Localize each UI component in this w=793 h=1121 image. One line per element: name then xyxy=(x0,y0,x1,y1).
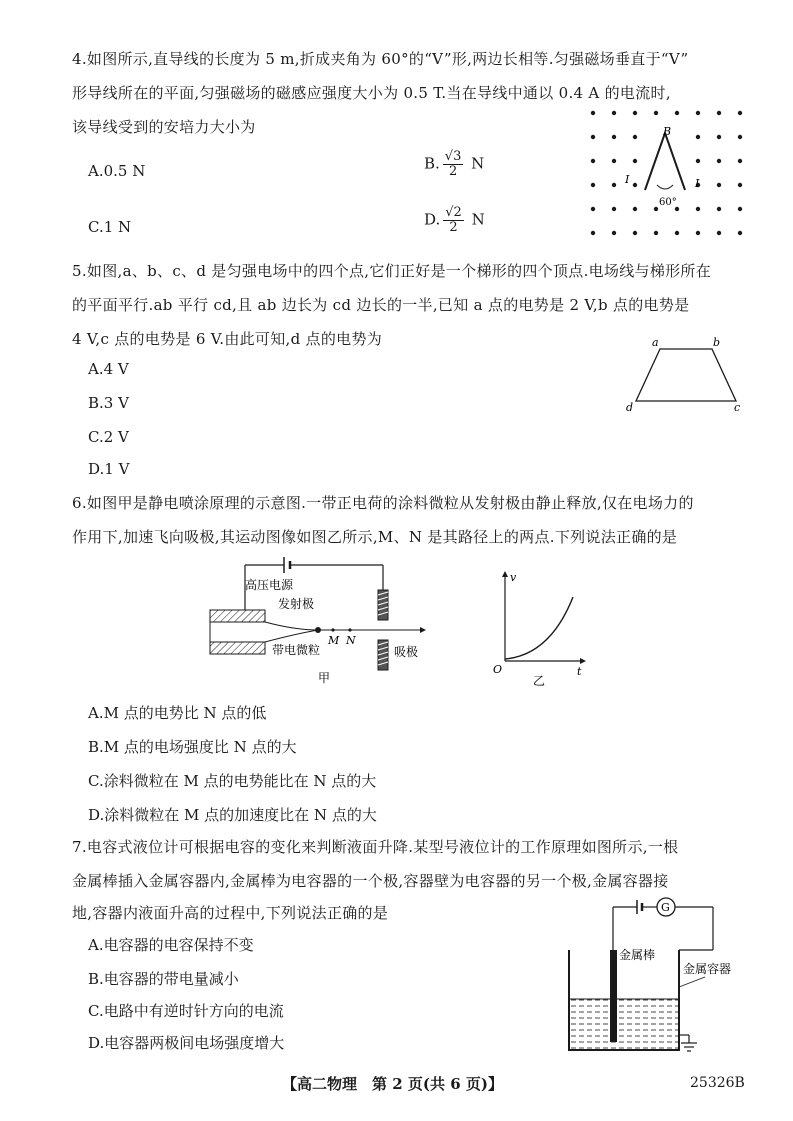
q6-option-d: D.涂料微粒在 M 点的加速度比在 N 点的大 xyxy=(88,806,377,824)
v-axis-label: v xyxy=(510,571,517,584)
q4-line-2: 形导线所在的平面,匀强磁场的磁感应强度大小为 0.5 T.当在导线中通以 0.4 A 的电流时, xyxy=(72,84,671,102)
field-dot xyxy=(591,183,595,187)
charged-particle xyxy=(315,627,321,633)
q4-option-b-label: B. xyxy=(424,154,440,173)
q7-line-1: 7.电容式液位计可根据电容的变化来判断液面升降.某型号液位计的工作原理如图所示,一根 xyxy=(72,838,679,856)
q5-trapezoid-figure xyxy=(620,335,750,415)
exam-code: 25326B xyxy=(690,1075,745,1091)
q4-line-3: 该导线受到的安培力大小为 xyxy=(72,118,256,136)
nozzle-top xyxy=(210,610,265,622)
q5-line-2: 的平面平行.ab 平行 cd,且 ab 边长为 cd 边长的一半,已知 a 点的电势是 2 V,b 点的电势是 xyxy=(72,296,690,314)
field-dot xyxy=(717,159,721,163)
field-dot xyxy=(738,159,742,163)
power-source-label: 高压电源 xyxy=(245,578,294,592)
vertex-c-label: c xyxy=(734,401,741,414)
q4-option-d-numerator: √2 xyxy=(445,205,462,220)
q4-option-c: C.1 N xyxy=(88,218,132,236)
q4-option-d-denominator: 2 xyxy=(449,220,458,235)
field-dot xyxy=(633,183,637,187)
field-dot xyxy=(738,111,742,115)
t-axis-label: t xyxy=(577,665,582,678)
field-dot xyxy=(738,231,742,235)
field-dot xyxy=(591,135,595,139)
q6-line-2: 作用下,加速飞向吸极,其运动图像如图乙所示,M、N 是其路径上的两点.下列说法正确的是 xyxy=(72,528,678,546)
q7-option-c: C.电路中有逆时针方向的电流 xyxy=(88,1002,284,1020)
q4-option-b-unit: N xyxy=(471,154,485,173)
figure-yi-caption: 乙 xyxy=(533,674,546,688)
field-dot xyxy=(633,207,637,211)
field-dot xyxy=(696,207,700,211)
q7-figure-level-meter xyxy=(555,895,780,1070)
v-axis-arrow xyxy=(502,571,508,577)
t-axis-arrow xyxy=(580,658,586,664)
q5-line-3: 4 V,c 点的电势是 6 V.由此可知,d 点的电势为 xyxy=(72,330,383,348)
point-m-label: M xyxy=(328,634,340,647)
metal-rod-label: 金属棒 xyxy=(619,948,656,962)
q7-option-b: B.电容器的带电量减小 xyxy=(88,970,239,988)
field-dot xyxy=(633,135,637,139)
q6-line-1: 6.如图甲是静电喷涂原理的示意图.一带正电荷的涂料微粒从发射极由静止释放,仅在电场力的 xyxy=(72,494,694,512)
container-leader-line xyxy=(679,977,705,987)
field-dot xyxy=(633,159,637,163)
field-dot xyxy=(612,159,616,163)
page-footer-title: 【高二物理 第 2 页(共 6 页)】 xyxy=(282,1075,503,1093)
field-dot xyxy=(654,207,658,211)
galvanometer-label: G xyxy=(661,901,670,914)
field-dot xyxy=(717,231,721,235)
path-arrow xyxy=(420,627,426,633)
q4-figure-magnetic-field xyxy=(585,105,755,245)
q5-option-b: B.3 V xyxy=(88,394,129,412)
vertex-d-label: d xyxy=(626,401,634,414)
q4-option-a: A.0.5 N xyxy=(88,162,146,180)
q4-label-b: B xyxy=(663,125,672,138)
q4-option-d xyxy=(424,206,485,235)
figure-jia-caption: 甲 xyxy=(318,671,331,685)
q7-line-3: 地,容器内液面升高的过程中,下列说法正确的是 xyxy=(72,904,389,922)
field-dot xyxy=(612,207,616,211)
field-dot xyxy=(696,111,700,115)
liquid xyxy=(569,999,679,1049)
point-n xyxy=(348,628,351,631)
q5-option-c: C.2 V xyxy=(88,428,129,446)
q4-option-b xyxy=(424,150,484,179)
metal-rod xyxy=(610,950,617,1042)
q7-option-d: D.电容器两极间电场强度增大 xyxy=(88,1034,285,1052)
metal-container-label: 金属容器 xyxy=(683,962,732,976)
q6-figure-yi xyxy=(485,565,590,690)
q4-option-b-denominator: 2 xyxy=(448,164,458,179)
q4-label-angle: 60° xyxy=(659,197,677,208)
nozzle-tip xyxy=(265,622,318,642)
vertex-b-label: b xyxy=(713,336,721,349)
field-dot xyxy=(696,135,700,139)
q4-option-d-label: D. xyxy=(424,210,441,229)
field-dot xyxy=(738,207,742,211)
q4-line-1: 4.如图所示,直导线的长度为 5 m,折成夹角为 60°的“V”形,两边长相等.匀强磁场垂直于“V” xyxy=(72,50,689,68)
field-dot xyxy=(612,135,616,139)
point-n-label: N xyxy=(346,634,356,647)
q7-option-a: A.电容器的电容保持不变 xyxy=(88,936,254,954)
q5-line-1: 5.如图,a、b、c、d 是匀强电场中的四个点,它们正好是一个梯形的四个顶点.电场线与梯形所在 xyxy=(72,262,712,280)
field-dot xyxy=(654,111,658,115)
q4-option-b-numerator: √3 xyxy=(444,149,462,164)
field-dot xyxy=(738,183,742,187)
field-dot xyxy=(591,207,595,211)
field-dot xyxy=(675,111,679,115)
particle-label: 带电微粒 xyxy=(272,643,321,657)
q6-option-b: B.M 点的电场强度比 N 点的大 xyxy=(88,738,297,756)
origin-label: O xyxy=(493,663,503,676)
q5-option-d: D.1 V xyxy=(88,460,130,478)
q5-option-a: A.4 V xyxy=(88,360,129,378)
q4-option-b-fraction xyxy=(443,150,464,179)
vertex-a-label: a xyxy=(652,336,659,349)
field-dot xyxy=(717,207,721,211)
field-dot xyxy=(612,231,616,235)
q6-option-a: A.M 点的电势比 N 点的低 xyxy=(88,704,267,722)
point-m xyxy=(331,628,334,631)
field-dot xyxy=(654,231,658,235)
q4-option-d-fraction xyxy=(443,206,464,235)
field-dot xyxy=(696,231,700,235)
velocity-curve xyxy=(505,597,573,659)
emitter-label: 发射极 xyxy=(278,597,315,611)
angle-arc xyxy=(657,185,673,189)
field-dot xyxy=(738,135,742,139)
field-dot xyxy=(633,231,637,235)
v-shaped-wire xyxy=(645,133,685,190)
collector-label: 吸极 xyxy=(394,645,419,659)
q7-line-2: 金属棒插入金属容器内,金属棒为电容器的一个极,容器壁为电容器的另一个极,金属容器接 xyxy=(72,872,669,890)
nozzle-bottom xyxy=(210,642,265,654)
field-dot xyxy=(591,111,595,115)
q4-label-current-right: I xyxy=(695,177,700,190)
q4-option-d-unit: N xyxy=(471,210,485,229)
field-dot xyxy=(612,111,616,115)
field-dot xyxy=(633,111,637,115)
field-dot xyxy=(717,135,721,139)
field-dot xyxy=(591,231,595,235)
trapezoid-abcd xyxy=(636,349,736,401)
q6-figure-jia xyxy=(200,550,470,690)
q4-label-current-left: I xyxy=(625,173,630,186)
field-dot xyxy=(591,159,595,163)
field-dot xyxy=(717,111,721,115)
field-dot xyxy=(612,183,616,187)
q6-option-c: C.涂料微粒在 M 点的电势能比在 N 点的大 xyxy=(88,772,377,790)
field-dot xyxy=(696,159,700,163)
field-dot xyxy=(717,183,721,187)
field-dot xyxy=(675,231,679,235)
